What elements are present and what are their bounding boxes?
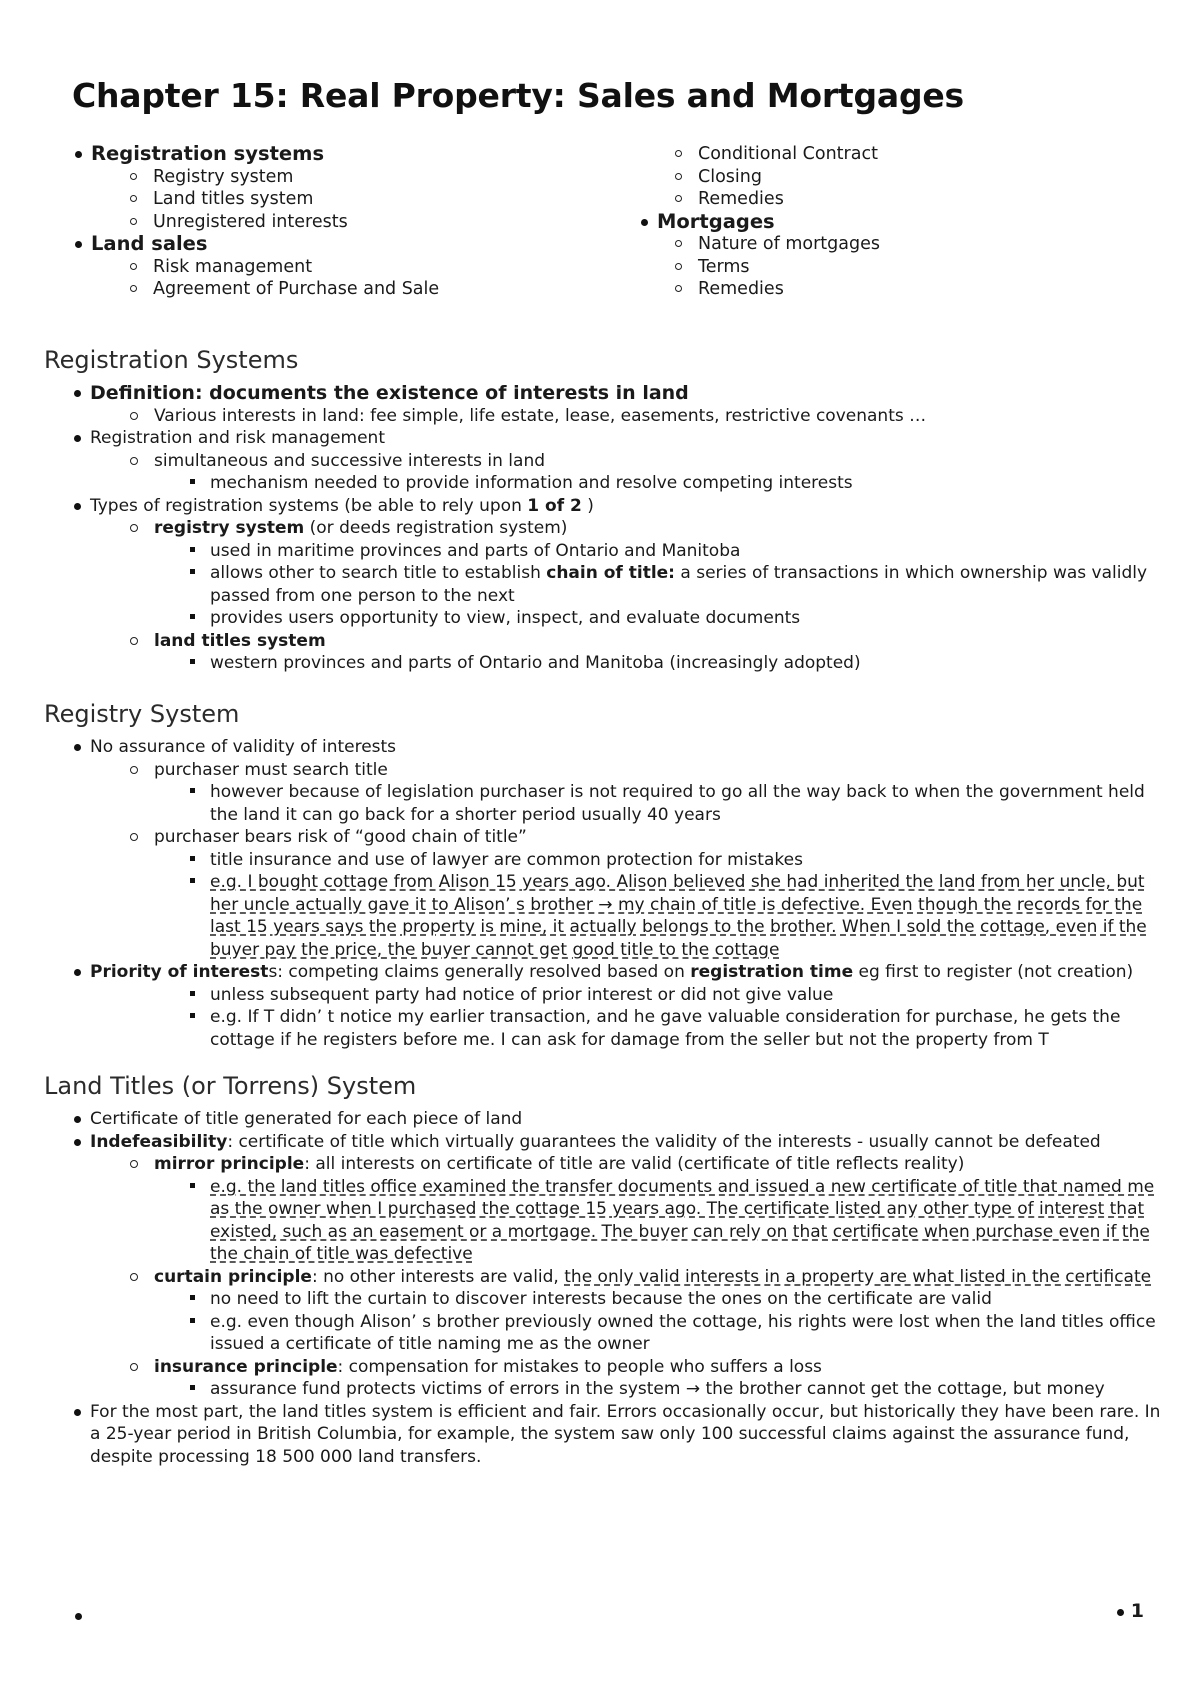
list-item xyxy=(44,961,1174,984)
list-item xyxy=(44,759,1174,782)
outline-item: Remedies xyxy=(638,278,1138,301)
outline-item: Agreement of Purchase and Sale xyxy=(72,278,632,301)
text-run: s: competing claims generally resolved based on xyxy=(268,962,691,982)
section-heading-land-titles-system: Land Titles (or Torrens) System xyxy=(44,1072,417,1100)
list-item xyxy=(44,427,1174,450)
text-run: provides users opportunity to view, inspect, and evaluate documents xyxy=(210,608,801,628)
text-run: western provinces and parts of Ontario and Manitoba (increasingly adopted) xyxy=(210,653,861,673)
list-item xyxy=(44,540,1174,563)
bold-text: Indefeasibility xyxy=(90,1131,228,1152)
section-registration-systems xyxy=(44,382,1174,675)
bold-text: curtain principle xyxy=(154,1266,312,1287)
page-number: 1 xyxy=(1117,1600,1144,1622)
list-item xyxy=(44,781,1174,826)
text-run: unless subsequent party had notice of prior interest or did not give value xyxy=(210,984,834,1005)
bold-text: 1 of 2 xyxy=(527,495,582,516)
text-run: Certificate of title generated for each piece of land xyxy=(90,1109,523,1129)
list-item xyxy=(44,382,1174,405)
text-run: No assurance of validity of interests xyxy=(90,737,397,757)
outline-item: Remedies xyxy=(638,188,1138,211)
text-run: purchaser bears risk of “good chain of title” xyxy=(154,827,527,847)
text-run: (or deeds registration system) xyxy=(304,518,568,538)
list-item xyxy=(44,849,1174,872)
text-run: e.g. the land titles office examined the transfer documents and issued a new certificate of title that named me as the owner when I purchased the cottage 15 years ago. The certificate listed any other type of interest that existed, such as an easement or a mortgage. The buyer can rely on that certificate when purchase even if the the chain of title was defective xyxy=(210,1176,1155,1264)
outline-item: Registry system xyxy=(72,166,632,189)
text-run: ) xyxy=(581,495,594,516)
list-item xyxy=(44,652,1174,675)
list-item xyxy=(44,1153,1174,1176)
list-item xyxy=(44,472,1174,495)
section-land-titles-system xyxy=(44,1108,1174,1468)
list-item xyxy=(44,871,1174,961)
outline-item: Land sales xyxy=(72,233,632,256)
list-item xyxy=(44,984,1174,1007)
section-heading-registry-system: Registry System xyxy=(44,700,240,728)
text-run: Registration and risk management xyxy=(90,428,386,448)
list-item xyxy=(44,405,1174,428)
list-item xyxy=(44,562,1174,607)
outline-item: Terms xyxy=(638,256,1138,279)
list-item xyxy=(44,1176,1174,1266)
list-item xyxy=(44,1131,1174,1154)
outline-item: Conditional Contract xyxy=(638,143,1138,166)
bold-text: chain of title: xyxy=(546,563,675,583)
list-item xyxy=(44,826,1174,849)
text-run: Types of registration systems (be able to rely upon xyxy=(90,495,528,516)
bold-text: registry system xyxy=(154,518,305,538)
list-item xyxy=(44,495,1174,518)
outline-item: Registration systems xyxy=(72,143,632,166)
text-run: e.g. If T didn’ t notice my earlier transaction, and he gave valuable consideration for purchase, he gets the cottage if he registers before me. I can ask for damage from the seller but not the property from T xyxy=(210,1007,1121,1050)
bold-text: land titles system xyxy=(154,630,326,651)
outline-item: Risk management xyxy=(72,256,632,279)
text-run: : certificate of title which virtually guarantees the validity of the interests - usually cannot be defeated xyxy=(227,1131,1101,1152)
text-run: title insurance and use of lawyer are common protection for mistakes xyxy=(210,849,803,870)
text-run: assurance fund protects victims of errors in the system → the brother cannot get the cottage, but money xyxy=(210,1379,1105,1399)
text-run: no need to lift the curtain to discover interests because the ones on the certificate are valid xyxy=(210,1289,992,1309)
bold-text: registration time xyxy=(690,962,854,982)
text-run: : all interests on certificate of title are valid (certificate of title reflects reality) xyxy=(304,1154,965,1174)
list-item xyxy=(44,1288,1174,1311)
text-run: Various interests in land: fee simple, life estate, lease, easements, restrictive covenants … xyxy=(154,405,927,426)
outline-item: Nature of mortgages xyxy=(638,233,1138,256)
outline-item: Closing xyxy=(638,166,1138,189)
section-registry-system xyxy=(44,736,1174,1051)
text-run: For the most part, the land titles system is efficient and fair. Errors occasionally occur, but historically they have been rare. In a 25-year period in British Columbia, for example, the system saw only 100 successful claims against the assurance fund, despite processing 18 500 000 land transfers. xyxy=(90,1401,1161,1467)
list-item xyxy=(44,450,1174,473)
list-item xyxy=(44,1266,1174,1289)
text-run: e.g. even though Alison’ s brother previously owned the cottage, his rights were lost when the land titles office issued a certificate of title naming me as the owner xyxy=(210,1311,1156,1354)
section-heading-registration-systems: Registration Systems xyxy=(44,346,299,374)
text-run: : compensation for mistakes to people who suffers a loss xyxy=(337,1356,822,1377)
list-item xyxy=(44,1401,1174,1469)
outline-left-column xyxy=(72,143,632,301)
text-run: a series of transactions in which ownership was validly passed from one person to the next xyxy=(210,563,1148,606)
text-run: purchaser must search title xyxy=(154,759,388,780)
outline-item: Unregistered interests xyxy=(72,211,632,234)
page-title: Chapter 15: Real Property: Sales and Mortgages xyxy=(72,76,964,115)
bold-text: mirror principle xyxy=(154,1154,305,1174)
list-item xyxy=(44,607,1174,630)
outline-item: Mortgages xyxy=(638,211,1138,234)
bold-text: insurance principle xyxy=(154,1356,338,1377)
list-item xyxy=(44,1006,1174,1051)
text-run: mechanism needed to provide information and resolve competing interests xyxy=(210,473,853,493)
list-item xyxy=(44,1108,1174,1131)
outline-right-column xyxy=(638,143,1138,301)
list-item xyxy=(44,630,1174,653)
bold-text: Definition: documents the existence of interests in land xyxy=(90,382,689,404)
list-item xyxy=(44,1311,1174,1356)
list-item xyxy=(44,736,1174,759)
bold-text: Priority of interest xyxy=(90,962,269,982)
text-run: allows other to search title to establish xyxy=(210,563,547,583)
list-item xyxy=(44,1378,1174,1401)
text-run: the only valid interests in a property are what listed in the certificate xyxy=(564,1266,1152,1287)
list-item xyxy=(44,1356,1174,1379)
text-run: simultaneous and successive interests in land xyxy=(154,450,546,471)
text-run: : no other interests are valid, xyxy=(311,1266,565,1287)
list-item xyxy=(44,517,1174,540)
footer-bullet xyxy=(75,1613,82,1620)
text-run: however because of legislation purchaser is not required to go all the way back to when the government held the land it can go back for a shorter period usually 40 years xyxy=(210,782,1145,825)
text-run: e.g. I bought cottage from Alison 15 years ago. Alison believed she had inherited the land from her uncle, but her uncle actually gave it to Alison’ s brother → my chain of title is defective. Even though the records for the last 15 years says the property is mine, it actually belongs to the brother. When I sold the cottage, even if the buyer pay the price, the buyer cannot get good title to the cottage xyxy=(210,872,1147,960)
text-run: used in maritime provinces and parts of Ontario and Manitoba xyxy=(210,540,741,561)
outline-item: Land titles system xyxy=(72,188,632,211)
text-run: eg first to register (not creation) xyxy=(853,962,1134,982)
